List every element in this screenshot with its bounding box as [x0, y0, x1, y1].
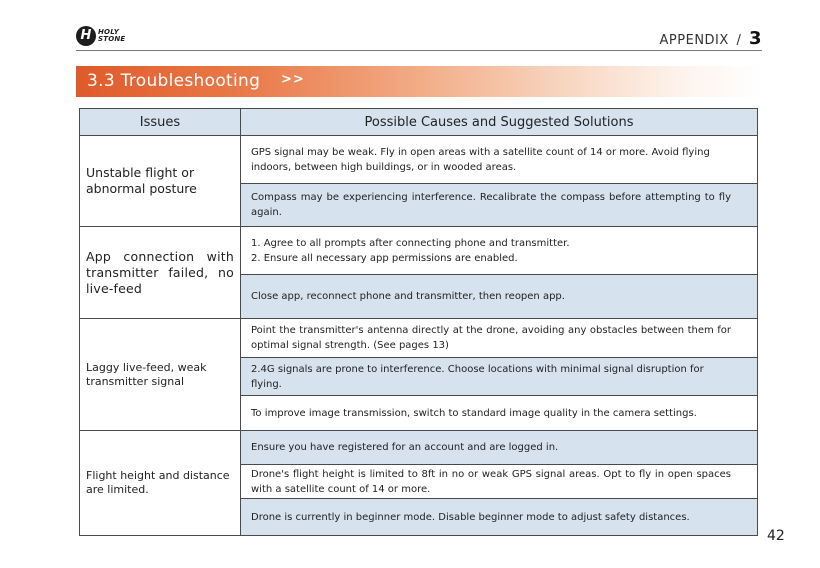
troubleshooting-table [79, 108, 758, 536]
table-header-row [80, 109, 758, 136]
appendix-label: APPENDIX [659, 33, 729, 48]
issue-text: Flight height and distance are limited. [86, 469, 230, 496]
issue-cell [80, 319, 241, 431]
issue-text: Unstable flight or abnormal posture [86, 165, 197, 196]
solution-text: Point the transmitter's antenna directly at the drone, avoiding any obstacles between them for optimal signal strength. (See pages 13) [251, 325, 731, 351]
solution-text: Ensure you have registered for an account and are logged in. [251, 442, 559, 453]
table-row [80, 319, 758, 358]
solution-text: 2. Ensure all necessary app permissions are enabled. [251, 252, 518, 264]
logo-badge: H [76, 26, 96, 46]
section-title: 3.3 Troubleshooting [87, 71, 261, 91]
solution-text: GPS signal may be weak. Fly in open areas with a satellite count of 14 or more. Avoid flying indoors, between high buildings, or in wooded areas. [251, 146, 710, 173]
solution-text: Drone's flight height is limited to 8ft in no or weak GPS signal areas. Opt to fly in open spaces with a satellite count of 14 or more. [251, 468, 731, 495]
appendix-number: 3 [748, 28, 762, 49]
issue-cell [80, 227, 241, 319]
table-row [80, 136, 758, 184]
logo-line-2: STONE [98, 35, 126, 43]
solution-cell [241, 396, 758, 431]
table-row [80, 227, 758, 275]
solution-cell [241, 465, 758, 499]
page-number: 42 [767, 528, 785, 544]
issue-text: Laggy live-feed, weak transmitter signal [86, 360, 207, 388]
solution-cell [241, 136, 758, 184]
solution-cell [241, 227, 758, 275]
solution-cell [241, 319, 758, 358]
chevron-right-icon: >> [281, 72, 305, 87]
solution-cell [241, 358, 758, 396]
appendix-header [660, 28, 762, 49]
header-issues: Issues [80, 109, 241, 136]
solution-cell [241, 184, 758, 227]
header-solutions: Possible Causes and Suggested Solutions [241, 109, 758, 136]
issue-cell [80, 431, 241, 536]
holystone-logo [76, 26, 128, 48]
issue-cell [80, 136, 241, 227]
solution-text: 1. Agree to all prompts after connecting phone and transmitter. [251, 237, 570, 249]
logo-wordmark [98, 29, 125, 43]
issue-text: App connection with transmitter failed, no live-feed [86, 248, 234, 296]
appendix-slash: / [736, 33, 742, 48]
logo-line-1: HOLY [98, 28, 120, 36]
solution-text: Drone is currently in beginner mode. Disable beginner mode to adjust safety distances. [251, 511, 690, 523]
header-rule [76, 50, 762, 51]
solution-cell [241, 275, 758, 319]
solution-cell [241, 431, 758, 465]
table-row [80, 431, 758, 465]
solution-text: Compass may be experiencing interference. Recalibrate the compass before attempting to fly again. [251, 192, 731, 218]
solution-text: Close app, reconnect phone and transmitter, then reopen app. [251, 291, 565, 302]
solution-cell [241, 499, 758, 536]
solution-text: 2.4G signals are prone to interference. Choose locations with minimal signal disruption for flying. [251, 363, 704, 390]
section-banner [76, 66, 762, 97]
solution-text: To improve image transmission, switch to standard image quality in the camera settings. [251, 407, 697, 419]
